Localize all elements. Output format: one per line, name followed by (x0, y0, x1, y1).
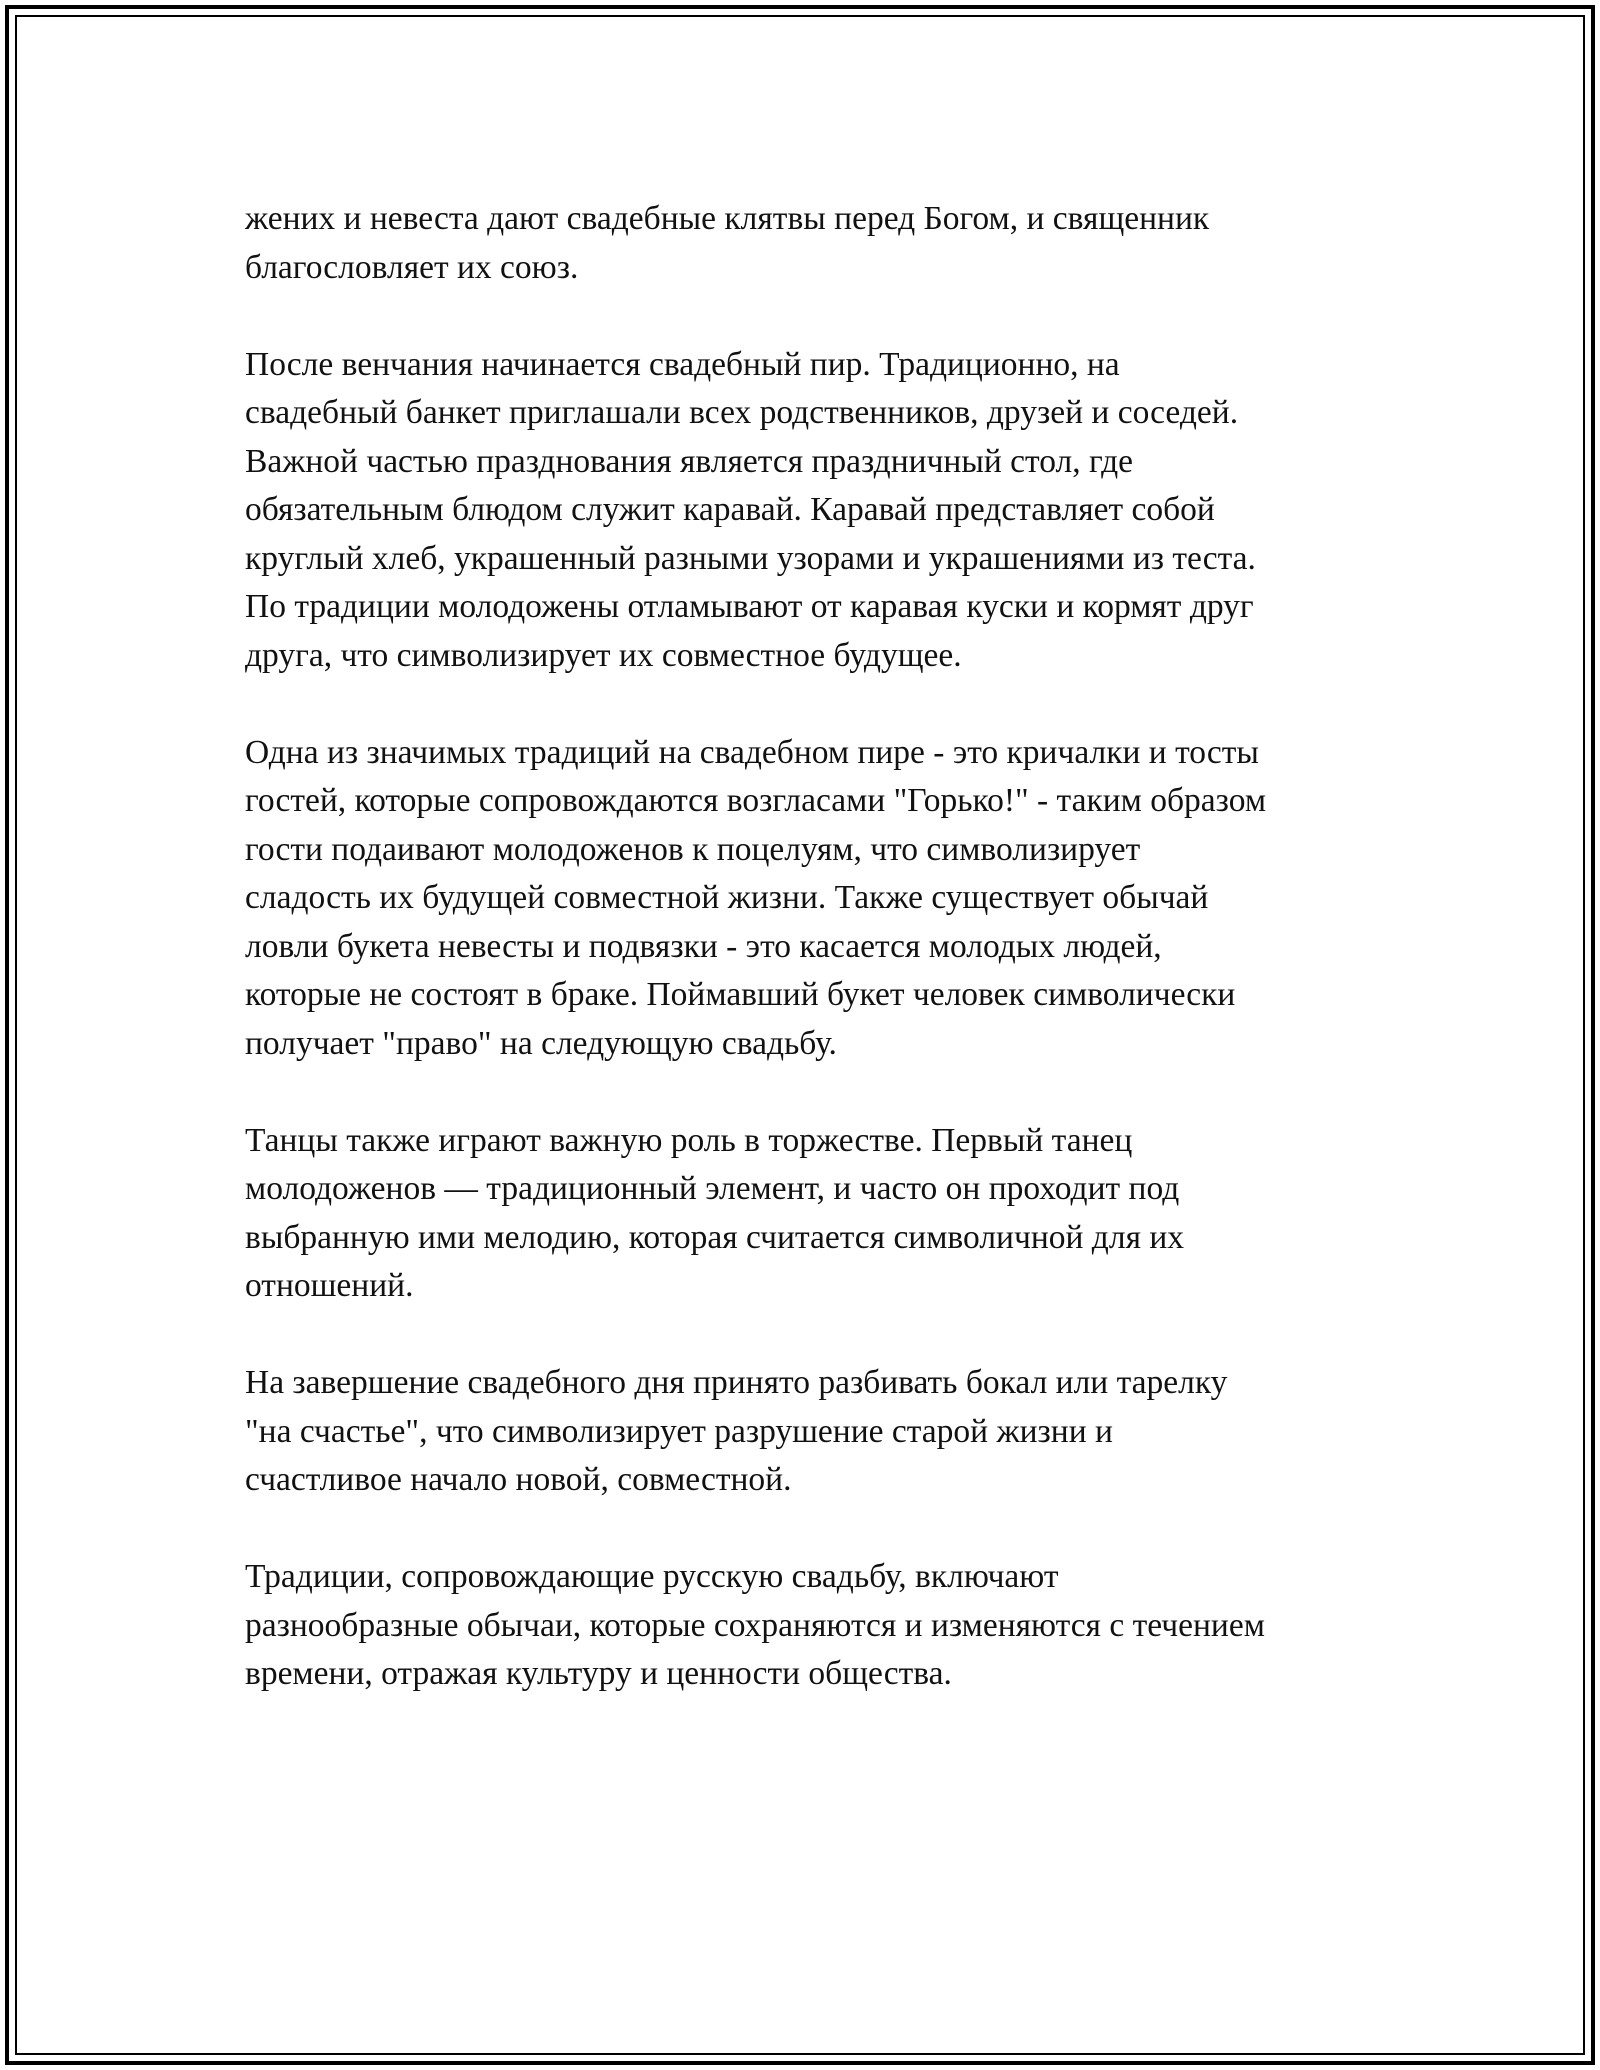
text-line: гостей, которые сопровождаются возгласами "Горько!" - таким образом (245, 782, 1267, 819)
page-frame (5, 5, 1595, 2065)
text-line: жених и невеста дают свадебные клятвы перед Богом, и священник (245, 200, 1210, 237)
paragraph-5 (245, 1359, 1405, 1505)
text-line: Традиции, сопровождающие русскую свадьбу, включают (245, 1558, 1059, 1595)
text-line: ловли букета невесты и подвязки - это касается молодых людей, (245, 927, 1162, 965)
text-line: сладость их будущей совместной жизни. Также существует обычай (245, 879, 1209, 916)
paragraph-3 (245, 729, 1405, 1069)
text-line: Важной частью празднования является праздничный стол, где (245, 442, 1133, 480)
text-line: благословляет их союз. (245, 248, 579, 286)
text-line: разнообразные обычаи, которые сохраняются и изменяются с течением (245, 1606, 1265, 1644)
text-line: которые не состоят в браке. Поймавший букет человек символически (245, 976, 1236, 1013)
paragraph-6 (245, 1553, 1405, 1699)
text-line: Танцы также играют важную роль в торжестве. Первый танец (245, 1121, 1133, 1159)
text-line: молодоженов — традиционный элемент, и часто он проходит под (245, 1170, 1180, 1207)
text-line: друга, что символизирует их совместное будущее. (245, 636, 962, 674)
paragraph-1 (245, 195, 1405, 292)
document-body (245, 195, 1405, 1747)
text-line: После венчания начинается свадебный пир. Традиционно, на (245, 345, 1120, 383)
text-line: На завершение свадебного дня принято разбивать бокал или тарелку (245, 1364, 1228, 1401)
text-line: счастливое начало новой, совместной. (245, 1461, 792, 1498)
text-line: "на счастье", что символизирует разрушение старой жизни и (245, 1412, 1113, 1450)
text-line: выбранную ими мелодию, которая считается символичной для их (245, 1218, 1185, 1256)
text-line: круглый хлеб, украшенный разными узорами и украшениями из теста. (245, 539, 1256, 577)
text-line: обязательным блюдом служит каравай. Каравай представляет собой (245, 491, 1215, 528)
paragraph-4 (245, 1117, 1405, 1311)
text-line: По традиции молодожены отламывают от каравая куски и кормят друг (245, 588, 1254, 625)
text-line: получает "право" на следующую свадьбу. (245, 1024, 837, 1062)
text-line: свадебный банкет приглашали всех родственников, друзей и соседей. (245, 394, 1239, 431)
text-line: Одна из значимых традиций на свадебном пире - это кричалки и тосты (245, 733, 1259, 771)
text-line: гости подаивают молодоженов к поцелуям, что символизирует (245, 830, 1141, 868)
text-line: времени, отражая культуру и ценности общества. (245, 1655, 952, 1692)
paragraph-2 (245, 341, 1405, 681)
text-line: отношений. (245, 1267, 414, 1304)
